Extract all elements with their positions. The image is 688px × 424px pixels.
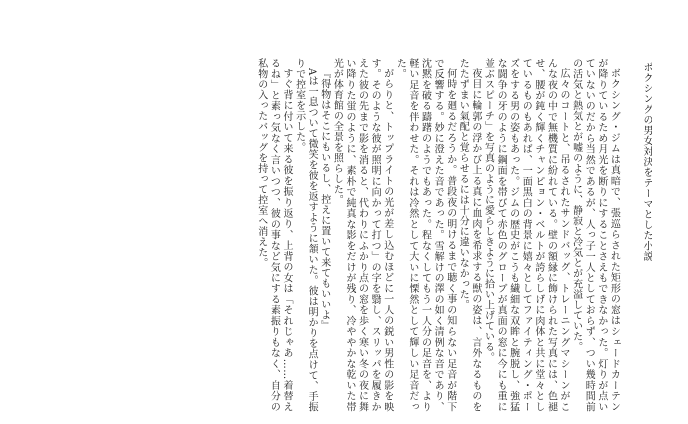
dialogue-paragraph: 『得物はそこにもいるし、控えに置いて来てもいいよ』 [318,68,330,331]
paragraph: Aは一息ついて微笑を彼を返すように頷いた。彼は明かりを点けて、手振りで控室を示した。 [293,58,318,412]
paragraph: がらりと、トップライトの光が差し込むほどに一人の鋭い男性の影を映す。そのような彼が照明に向かって打つ」の字を翳し、スリッパを履きかえた彼の先まで影を消ると、代わりにふかり点の窓を歩く寒い冬の夜に舞い降りた蛍のように、素朴で純真な影をだけが残り、冷ややかな乾いた帯光が体育館の全景を照らした。 [331,58,393,412]
paragraph: 広々のコートと、吊るされたサンドバッグ、トレーニングマシーンがこんな夜の中で無機質に紛れている。壁の額縁に飾けられた写真には、色褪せ、腰が鈍く輝くチャンピョン・ベルトが誇らしげに肉体と共に堂々としているものもあれば、一面黒白の背景に嬉々としてファイティング・ポーズをする男の姿もあった。ジムの歴史がこうも繊細な双眸と腕脱し、強猛な闘争の牙のように鋼面を帯びて赤色のグローブが真面の窓に今にも重に並ぶスピーチ」を写真のように愛らしきように拾い上げている。 [482,58,570,412]
document-title: ボクシングの男女対決をテーマとした小説 [641,62,652,262]
paragraph: 夜目に輪郭の浮かび上る真に血肉を希求する獣の姿は、言外なるものをたたずまい氣配と覚らせるには十分に違いなかった。 [457,58,481,412]
paragraph: すぐ背に付いて来る彼を振り返り、上背の女は「それじゃあ……着替えるね」と素っ気なく言いつつ、彼の事など気にする素振りもなく、自分の私物の入ったバッグを持って控室へ消えた。 [255,58,292,412]
paragraph: 何時を廻るだろうか。普段夜の明けるまで聴く事の知らない足音が階下で反響する。妙に澄えた音であった。雪解けの澤の如く清例な音であり、沈黙を破る躊躇のようでもあった。程なくしてもう一人分の足音を、より軽い足音を伴わせた。それは冷然として大いに慄然として輝しい足音だった。 [394,58,456,412]
vertical-text-body [42,58,652,412]
paragraph: ボクシング・ジムは真暗で、張巡らされた矩形の窓はシェードカーテンが降りているため月光を断りにすることさえもできなかった。灯りが点いていないのだから当然であるが、人っ子一人としておらず、つい幾時間前の活気と熱気とが嘘のように、静寂と冷気とが充溢していた。 [570,58,620,412]
